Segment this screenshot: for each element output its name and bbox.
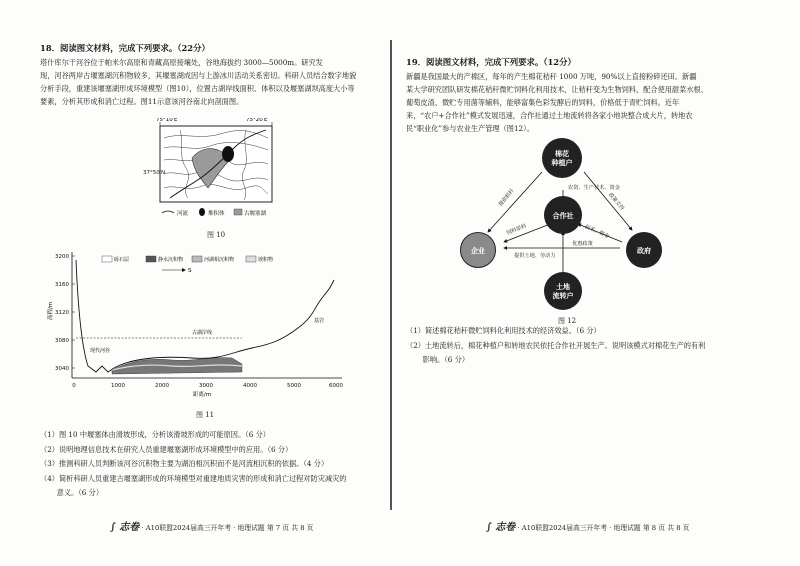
fig11-lake-line: 古湖岸线 (192, 330, 213, 336)
fig11-legend-gravel: 砾石层 (114, 257, 130, 263)
q19-line: 来，“农户+合作社”模式发展迅速，合作社通过土地流转将各家小地块整合成大片，转地农 (406, 111, 693, 120)
node-cotton-farmer (542, 138, 582, 178)
fig11-modern-valley: 现代河谷 (90, 348, 111, 354)
fig10-lon-right: 75°20′E (246, 118, 268, 123)
q18-line: 塔什库尔干河谷位于帕米尔高原和青藏高原接壤处，谷地海拔约 3000—5000m。研究发 (40, 58, 323, 67)
node-label: 企业 (471, 245, 485, 255)
edge-label: 技术、资金 (583, 223, 610, 240)
q18-question: （4）简析科研人员重建古堰塞湖形成的环境模型对重建地质灾害的形成和消亡过程对防灾减灾的 (40, 473, 347, 483)
fig11-bedrock: 基岩 (314, 318, 325, 324)
fig12-caption: 图 12 (558, 317, 577, 325)
fig11-xtick: 6000 (329, 383, 343, 389)
fig10-caption: 图 10 (207, 231, 226, 239)
brand-logo: ∫ 志卷 (486, 522, 516, 533)
fig11-xtick: 1000 (111, 383, 125, 389)
edge-label: 优惠政策 (572, 241, 593, 247)
q19-question: 影响。（6 分） (406, 355, 470, 364)
q19-line: 民“职业化”参与农业生产管理（图12）。 (406, 124, 534, 133)
brand-logo: ∫ 志卷 (110, 522, 140, 533)
fig10-legend-lake: 古堰塞湖 (244, 211, 267, 217)
q19-line: 某大学研究团队研发棉花秸秆微贮饲料化利用技术，让秸秆变为生物饲料，配合使用甜菜水根、 (406, 85, 708, 94)
fig10-legend-dam: 堆积体 (208, 211, 225, 217)
q18-question: （2）说明地理信息技术在研究人员重建堰塞湖形成环境模型中的应用。（6 分） (40, 444, 293, 454)
q18-line: 分析手段，重建该堰塞湖形成环境模型（图10），位置古湖岸线面积、体积以及堰塞湖坝高度大小等 (40, 84, 355, 93)
q19-question: （1）简述棉花秸秆微贮饲料化利用技术的经济效益。（6 分） (406, 326, 601, 335)
node-label: 土地 流转户 (552, 282, 574, 300)
q19-questions (406, 324, 705, 368)
q19-material (406, 70, 784, 135)
node-cooperative (544, 196, 582, 234)
fig11-caption: 图 11 (196, 411, 215, 419)
q19-line: 新疆是我国最大的产棉区，每年的产生棉花秸秆 1000 万吨，90%以上直接粉碎还田。新疆 (406, 72, 697, 81)
fig11-profile (42, 248, 352, 398)
fig11-ytick: 3160 (55, 282, 69, 288)
q19-line: 葡萄皮渣、微贮专用菌等辅料，能够富集色彩发酵后的饲料，价格低于青贮饲料。近年 (406, 98, 680, 107)
q18-question: 意义。（6 分） (40, 488, 104, 497)
fig11-legend-slope: 坡积物 (258, 257, 274, 263)
fig10-legend-river: 河流 (177, 211, 189, 217)
q18-header: 18．阅读图文材料，完成下列要求。（22分） (40, 43, 210, 53)
node-enterprise (460, 232, 496, 268)
q18-question: （1）图 10 中堰塞体由滑坡形成，分析该滑坡形成的可能原因。（6 分） (40, 430, 270, 439)
edge-label: 农资、生产技术、资金 (568, 185, 620, 191)
footer-text: · A10联盟2024届高三开年考 · 地理试题 第 8 页 共 8 页 (517, 524, 690, 532)
fig11-legend-lacustrine: 河湖相沉积物 (204, 257, 235, 263)
q18-material (40, 56, 370, 108)
node-land-transfer (544, 272, 582, 310)
fig10-lon-left: 75°10′E (156, 118, 178, 123)
fig11-legend-still: 静水沉积物 (158, 257, 184, 263)
fig11-xtick: 5000 (287, 383, 301, 389)
fig11-xtick: 4000 (243, 383, 257, 389)
fig11-xtick: 2000 (155, 383, 169, 389)
left-page (0, 0, 388, 566)
edge-label: 提供秸秆 (497, 187, 516, 208)
edge-label: 政策支持 (607, 191, 625, 212)
fig11-ytick: 3200 (55, 254, 69, 260)
fig11-arrow-label: S (188, 268, 192, 274)
fig11-xtick: 3000 (199, 383, 213, 389)
q18-line: 现，河谷两岸古堰塞湖沉积物较多，其堰塞湖成因与上游冰川活动关系密切。科研人员结合数字地貌 (40, 71, 357, 80)
q18-line: 要素，分析其形成和消亡过程。图11示意该河谷南北向剖面图。 (40, 97, 244, 106)
fig10-lat: 37°50′N (143, 170, 166, 176)
fig11-xtick: 0 (72, 383, 76, 389)
q18-questions (40, 428, 346, 501)
fig11-ylabel: 高程/m (48, 301, 54, 320)
fig11-ytick: 3040 (55, 366, 69, 372)
node-label: 棉花 种植户 (551, 149, 573, 167)
footer-text: · A10联盟2024届高三开年考 · 地理试题 第 7 页 共 8 页 (141, 524, 314, 532)
fig11-ytick: 3120 (55, 310, 69, 316)
fig11-xlabel: 距离/m (192, 392, 212, 398)
node-label: 政府 (637, 245, 651, 255)
page8-footer (486, 518, 689, 533)
q18-question: （3）推测科研人员判断该河谷沉积物主要为湖泊相沉积而不是河流相沉积的依据。（4 分） (40, 459, 329, 468)
page-divider (390, 40, 392, 510)
edge-label: 饲料原料 (505, 223, 528, 237)
node-government (626, 232, 662, 268)
fig11-ytick: 3080 (55, 338, 69, 344)
fig10-map (150, 118, 290, 228)
terrain-profile (76, 260, 334, 372)
node-label: 合作社 (552, 210, 574, 220)
page7-footer (110, 518, 313, 533)
q19-header: 19．阅读图文材料，完成下列要求。（12分） (406, 57, 576, 67)
edge-label: 提供土地、劳动力 (514, 253, 556, 259)
q19-question: （2）土地流转后，棉花种植户和转地农民依托合作社开展生产。说明该模式对棉花生产的有利 (406, 340, 706, 350)
right-page (400, 0, 800, 566)
fig12-diagram (456, 132, 676, 312)
